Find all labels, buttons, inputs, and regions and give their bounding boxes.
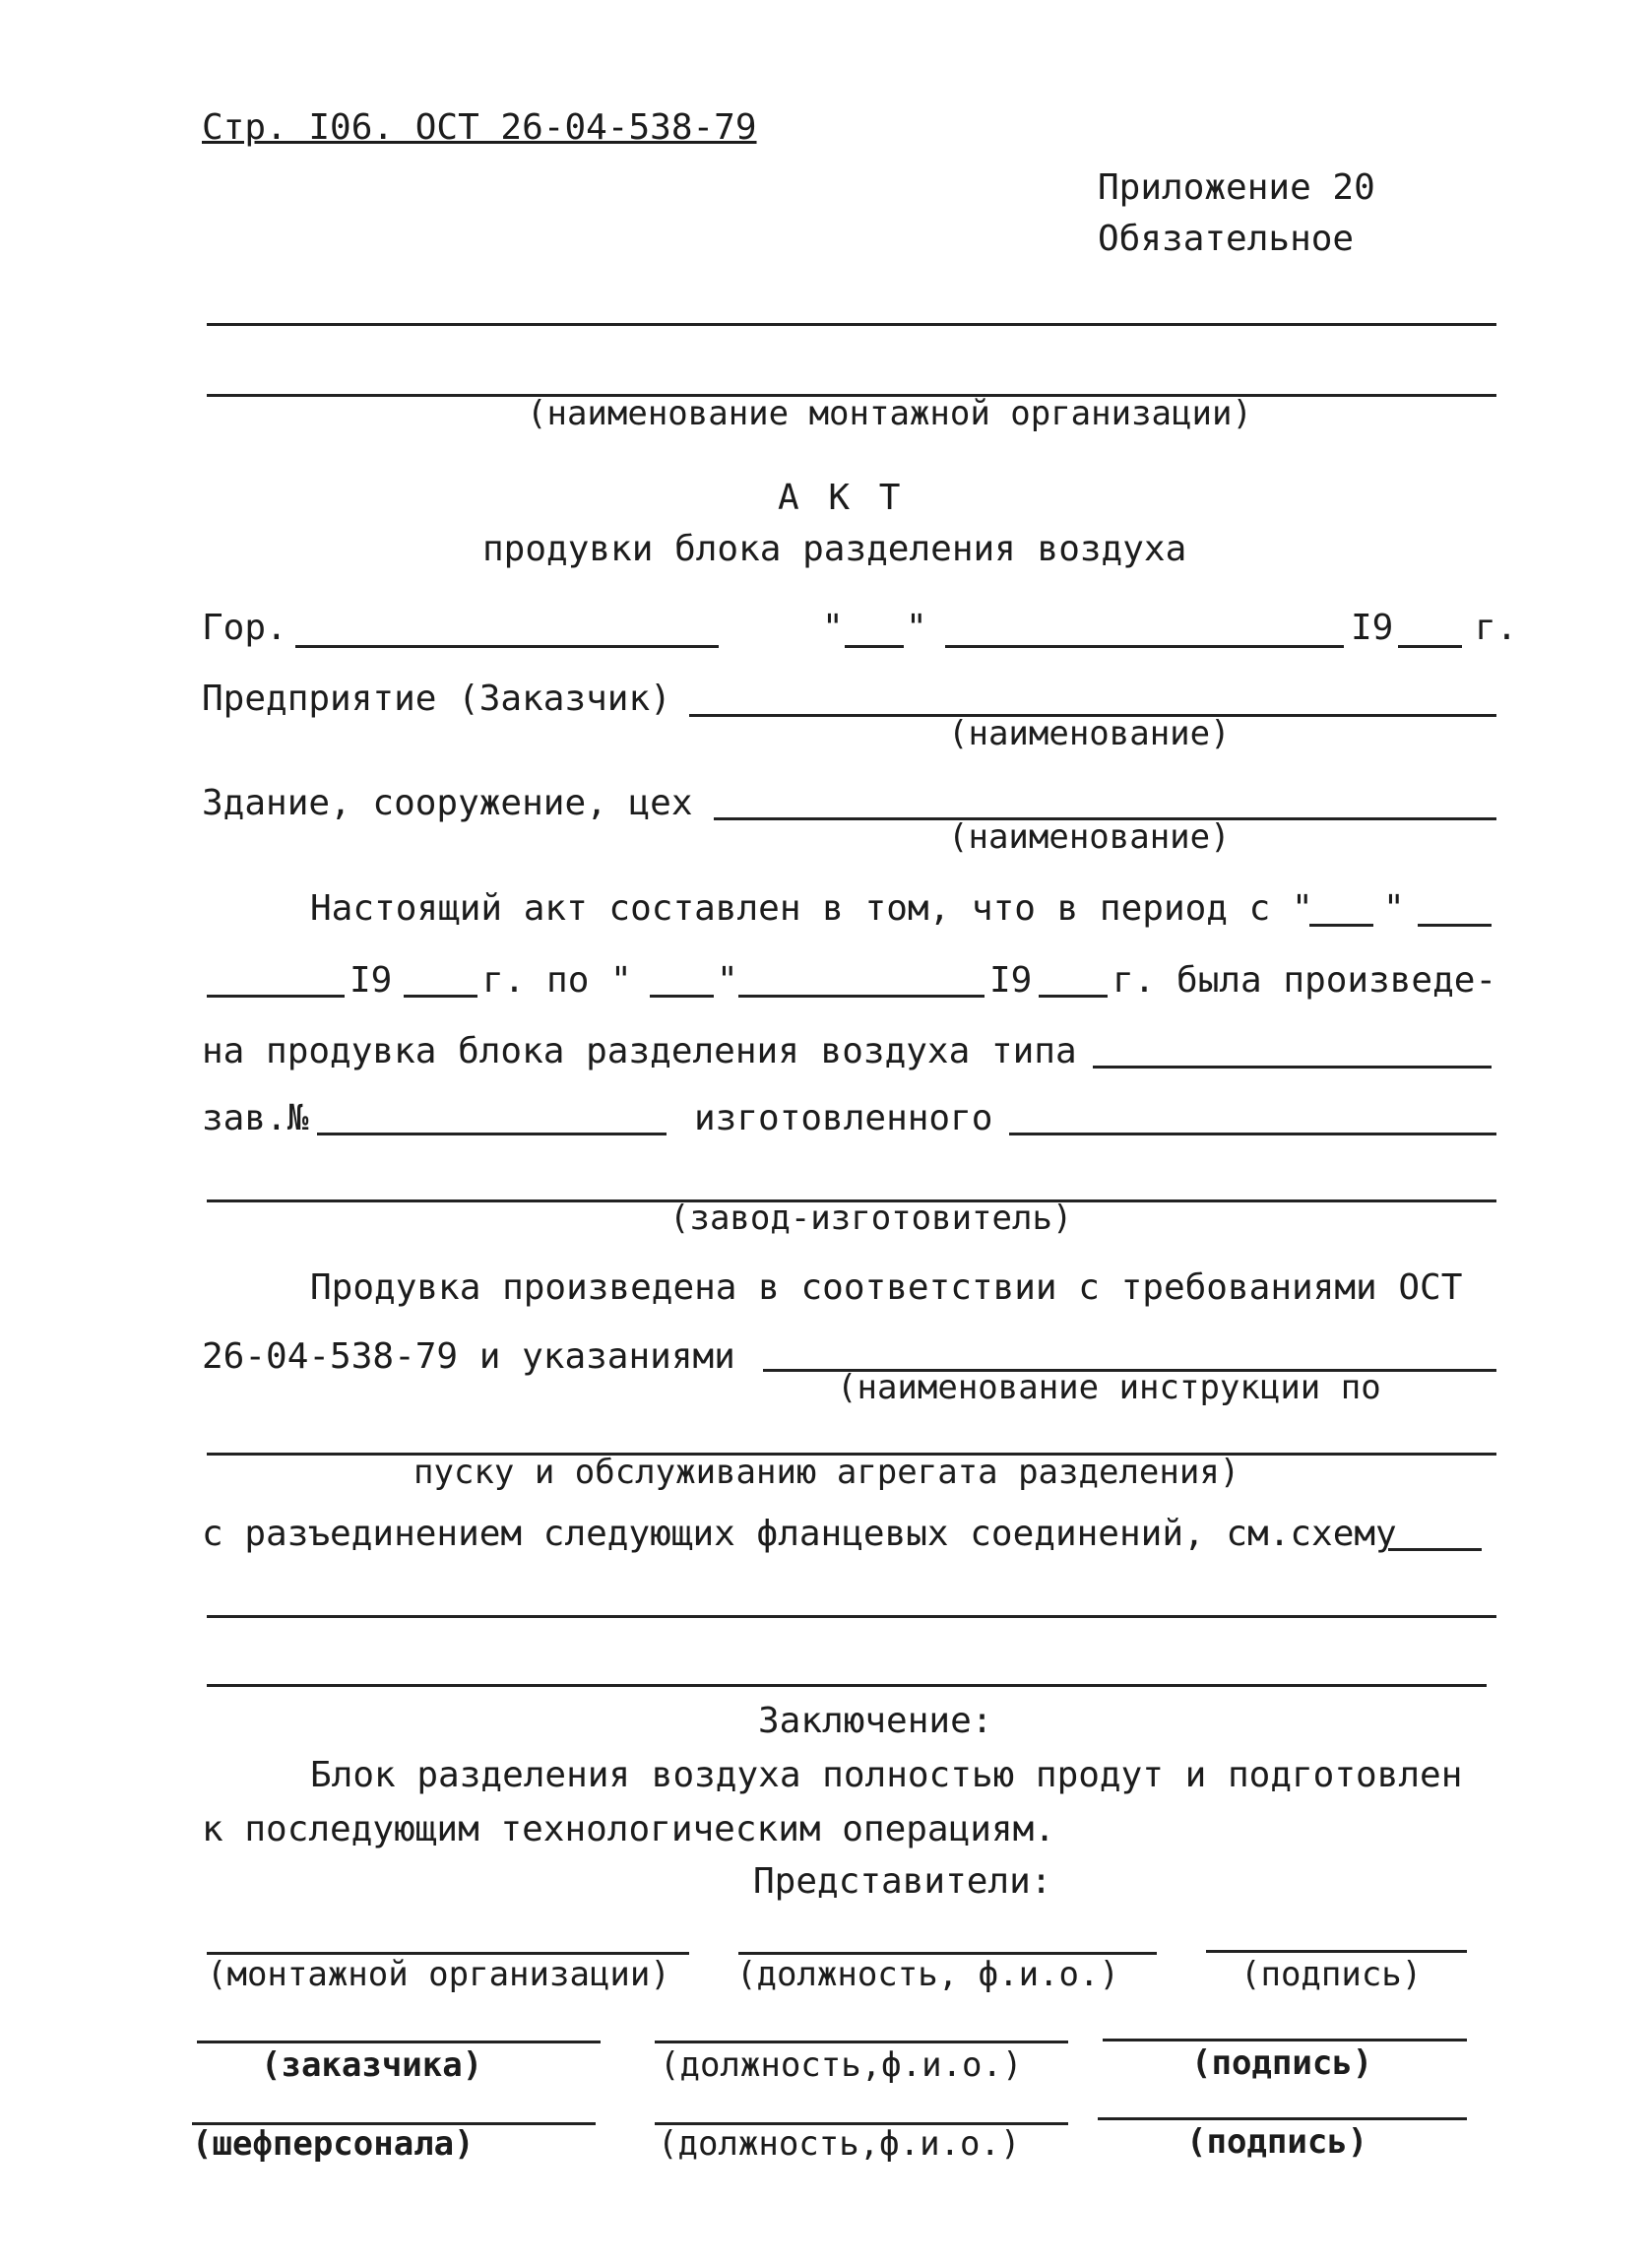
installer-party-caption: (монтажной организации) [207, 1955, 670, 1994]
building-caption: (наименование) [948, 817, 1231, 857]
customer-signature-caption: (подпись) [1191, 2043, 1373, 2083]
period-start-year-prefix: I9 [349, 960, 393, 1001]
year-field[interactable] [1398, 645, 1462, 648]
enterprise-caption: (наименование) [948, 714, 1231, 753]
appendix-label: Приложение 20 [1098, 167, 1375, 208]
page-reference: Стр. I06. ОСТ 26-04-538-79 [202, 107, 757, 148]
day-quote-open: " [822, 608, 844, 648]
body-line-1-quote: " [1383, 888, 1405, 929]
document-subtitle: продувки блока разделения воздуха [482, 529, 1187, 569]
period-start-month-field-a[interactable] [1418, 924, 1492, 927]
period-start-year-field[interactable] [404, 995, 477, 998]
flange-list-line-2[interactable] [207, 1684, 1487, 1687]
period-end-year-prefix: I9 [989, 960, 1033, 1001]
period-end-day-field[interactable] [650, 995, 714, 998]
city-label: Гор. [202, 608, 287, 648]
mandatory-label: Обязательное [1098, 219, 1355, 259]
period-start-month-field-b[interactable] [207, 995, 345, 998]
customer-signatory-field[interactable] [197, 2041, 601, 2043]
installer-signature-caption: (подпись) [1240, 1955, 1423, 1994]
document-title: А К Т [778, 478, 905, 518]
manufacturer-field-a[interactable] [1009, 1133, 1496, 1135]
body-line-7: с разъединением следующих фланцевых соединений, см.схему [202, 1514, 1397, 1554]
body-line-1: Настоящий акт составлен в том, что в период с " [310, 888, 1313, 929]
supervisor-position-caption: (должность,ф.и.о.) [658, 2124, 1021, 2164]
manufactured-label: изготовленного [694, 1098, 993, 1138]
conclusion-heading: Заключение: [758, 1701, 993, 1741]
body-line-6: 26-04-538-79 и указаниями [202, 1336, 735, 1377]
customer-position-caption: (должность,ф.и.о.) [660, 2045, 1023, 2085]
instruction-caption-1: (наименование инструкции по [837, 1368, 1381, 1407]
customer-position-field[interactable] [655, 2041, 1068, 2043]
manufacturer-caption: (завод-изготовитель) [669, 1199, 1073, 1238]
day-quote-close: " [906, 608, 927, 648]
period-end-year-field[interactable] [1039, 995, 1108, 998]
installer-signature-field[interactable] [1206, 1950, 1467, 1953]
period-end-quote: " [717, 960, 738, 1001]
flange-scheme-field[interactable] [1388, 1548, 1482, 1551]
instruction-caption-2: пуску и обслуживанию агрегата разделения) [413, 1453, 1240, 1492]
city-field[interactable] [295, 645, 719, 648]
representatives-heading: Представители: [753, 1861, 1052, 1902]
body-line-5: Продувка произведена в соответствии с требованиями ОСТ [310, 1267, 1463, 1308]
day-field[interactable] [845, 645, 904, 648]
supervisor-signature-field[interactable] [1098, 2117, 1467, 2120]
body-line-3: на продувка блока разделения воздуха типа [202, 1031, 1077, 1071]
unit-type-field[interactable] [1093, 1066, 1492, 1069]
period-to-label: г. по " [482, 960, 632, 1001]
conclusion-text-1: Блок разделения воздуха полностью продут и подготовлен [310, 1755, 1463, 1795]
period-start-day-field[interactable] [1309, 924, 1373, 927]
customer-party-caption: (заказчика) [261, 2045, 483, 2085]
installer-position-caption: (должность, ф.и.о.) [736, 1955, 1119, 1994]
building-label: Здание, сооружение, цех [202, 783, 693, 823]
body-line-2-tail: г. была произведе- [1112, 960, 1497, 1001]
supervisor-party-caption: (шефперсонала) [192, 2124, 475, 2164]
flange-list-line-1[interactable] [207, 1615, 1496, 1618]
period-end-month-field[interactable] [738, 995, 985, 998]
serial-number-label: зав.№ [202, 1098, 309, 1138]
serial-number-field[interactable] [317, 1133, 667, 1135]
customer-signature-field[interactable] [1103, 2039, 1467, 2041]
org-name-line-1 [207, 323, 1496, 326]
month-field[interactable] [945, 645, 1344, 648]
org-name-caption: (наименование монтажной организации) [527, 394, 1252, 433]
year-suffix: г. [1475, 608, 1518, 648]
enterprise-label: Предприятие (Заказчик) [202, 679, 671, 719]
year-prefix: I9 [1351, 608, 1394, 648]
supervisor-signature-caption: (подпись) [1186, 2122, 1368, 2162]
conclusion-text-2: к последующим технологическим операциям. [202, 1809, 1055, 1849]
